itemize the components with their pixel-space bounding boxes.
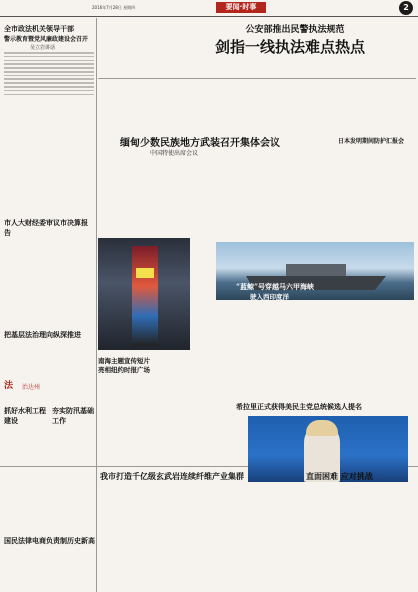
headline: “蓝鲸”号穿越马六甲海峡 bbox=[236, 282, 315, 291]
headline: 全市政法机关领导干部 bbox=[4, 24, 74, 33]
headline-sub: 剑指一线执法难点热点 bbox=[214, 38, 365, 56]
section-rule bbox=[98, 78, 416, 79]
article-body bbox=[4, 52, 94, 202]
headline-sub: 中国特使出席会议 bbox=[150, 150, 199, 157]
law-badge: 法 bbox=[4, 381, 14, 391]
headline: 国民法律电商负责制历史新高 bbox=[4, 536, 95, 545]
headline-sub: 驶入西印度洋 bbox=[250, 293, 289, 301]
headline: 把基层法治理向纵深推进 bbox=[4, 330, 81, 339]
headline: 我市打造千亿级玄武岩连续纤维产业集群 bbox=[100, 471, 244, 481]
column-rule bbox=[96, 18, 97, 592]
headline: 公安部推出民警执法规范 bbox=[245, 25, 345, 35]
headline-sub: 吴立岩讲话 bbox=[30, 45, 56, 51]
law-badge-sub: 治达州 bbox=[22, 384, 41, 391]
headline: 直面困难 应对挑战 bbox=[306, 471, 373, 481]
headline: 日本发明期间防护汇报会 bbox=[338, 138, 405, 145]
headline: 抓好水利工程建设 bbox=[4, 406, 46, 425]
headline-sub: 警示教育暨党风廉政建设会召开 bbox=[4, 36, 89, 43]
times-square-photo bbox=[98, 238, 190, 350]
headline-sub: 亮相纽约时报广场 bbox=[98, 366, 150, 374]
masthead bbox=[0, 0, 418, 17]
section-tag: 要闻·时事 bbox=[216, 2, 266, 13]
page-number: 2 bbox=[399, 1, 413, 15]
headline: 希拉里正式获得美民主党总统候选人提名 bbox=[236, 402, 362, 411]
headline: 夯实防汛基础工作 bbox=[52, 406, 94, 425]
headline: 缅甸少数民族地方武装召开集体会议 bbox=[120, 138, 280, 149]
headline: 南海主题宣传短片 bbox=[98, 357, 150, 365]
headline: 市人大财经委审议市决算报告 bbox=[4, 218, 88, 237]
issue-date: 2016年7月28日 星期四 bbox=[92, 5, 136, 10]
